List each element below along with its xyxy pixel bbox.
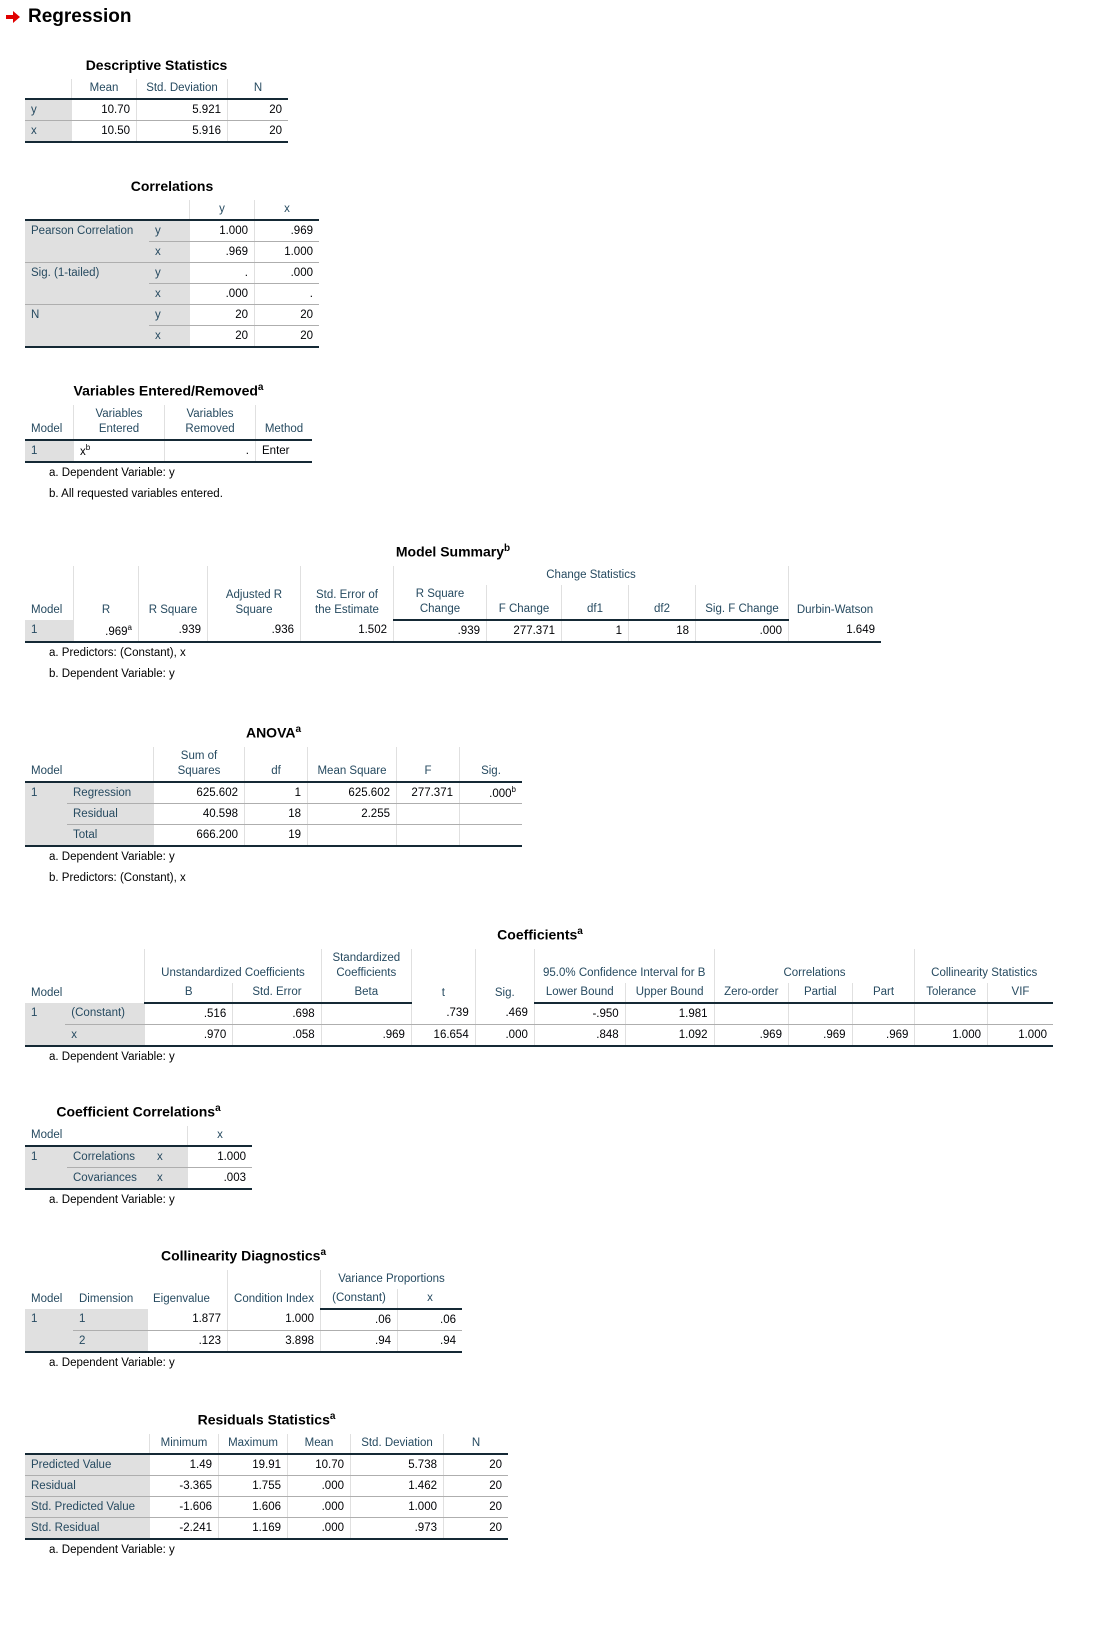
cell: $x^b$ bbox=[74, 440, 165, 462]
row-label: y bbox=[149, 220, 190, 242]
cell: .003 bbox=[188, 1167, 253, 1189]
cell: 1 bbox=[562, 620, 629, 642]
model-label: 1 bbox=[25, 1003, 65, 1025]
col-header: N bbox=[228, 79, 289, 99]
model-label: 1 bbox=[25, 1146, 67, 1168]
residuals-statistics-block bbox=[25, 1411, 508, 1561]
cell: 277.371 bbox=[397, 782, 460, 804]
table-title: ANOVA$^a$ bbox=[245, 724, 302, 741]
col-header: Model bbox=[31, 1292, 63, 1305]
col-header: Upper Bound bbox=[625, 983, 714, 1003]
cell: 5.916 bbox=[137, 121, 228, 143]
cell: 18 bbox=[245, 803, 308, 824]
table-row bbox=[25, 1003, 1053, 1025]
variables-entered-table bbox=[25, 405, 312, 463]
cell: . bbox=[255, 284, 320, 305]
row-group-label: Sig. (1-tailed) bbox=[25, 263, 149, 284]
col-header: Sig. bbox=[475, 949, 534, 1003]
row-label: 2 bbox=[73, 1330, 147, 1352]
cell: .000 bbox=[475, 1024, 534, 1046]
cell: 1.649 bbox=[789, 620, 882, 642]
cell: 20 bbox=[255, 326, 320, 348]
col-header: Model bbox=[25, 747, 154, 782]
variables-entered-block bbox=[25, 382, 312, 505]
table-row bbox=[25, 782, 522, 804]
table-row bbox=[25, 1330, 462, 1352]
col-header: Condition Index bbox=[228, 1270, 321, 1309]
col-header: R bbox=[74, 566, 139, 620]
cell: .973 bbox=[351, 1517, 444, 1539]
row-label: (Constant) bbox=[65, 1003, 144, 1025]
model-summary-block bbox=[25, 543, 881, 685]
table-row bbox=[25, 1146, 252, 1168]
cell: 18 bbox=[629, 620, 696, 642]
collinearity-diagnostics-table bbox=[25, 1270, 462, 1353]
row-label: 1 bbox=[73, 1309, 147, 1331]
table-row bbox=[25, 305, 319, 326]
table-row bbox=[25, 326, 319, 348]
col-header: Sum of Squares bbox=[154, 747, 245, 782]
group-header: Collinearity Statistics bbox=[915, 949, 1053, 983]
cell: 16.654 bbox=[411, 1024, 475, 1046]
group-header: Correlations bbox=[714, 949, 915, 983]
cell: 10.50 bbox=[72, 121, 137, 143]
cell: 1.49 bbox=[150, 1454, 219, 1476]
col-header: x bbox=[188, 1126, 253, 1146]
anova-table bbox=[25, 747, 522, 847]
cell: -3.365 bbox=[150, 1475, 219, 1496]
cell: .94 bbox=[321, 1330, 398, 1352]
group-header: 95.0% Confidence Interval for B bbox=[534, 949, 714, 983]
row-group-label bbox=[25, 284, 149, 305]
col-header: Model bbox=[31, 986, 63, 999]
col-header: VIF bbox=[987, 983, 1053, 1003]
cell: 20 bbox=[444, 1475, 509, 1496]
group-header: Unstandardized Coefficients bbox=[145, 949, 321, 983]
col-header: Variables Removed bbox=[165, 405, 256, 440]
cell bbox=[460, 824, 523, 846]
cell: . bbox=[190, 263, 255, 284]
cell: 5.738 bbox=[351, 1454, 444, 1476]
cell: .848 bbox=[534, 1024, 625, 1046]
descriptive-statistics-table bbox=[25, 79, 288, 143]
cell: .969 bbox=[255, 220, 320, 242]
table-row bbox=[25, 242, 319, 263]
col-header: (Constant) bbox=[321, 1289, 398, 1309]
col-header: Method bbox=[256, 405, 313, 440]
cell: 1.000 bbox=[255, 242, 320, 263]
cell: 1.877 bbox=[147, 1309, 228, 1331]
cell: .000 bbox=[288, 1475, 351, 1496]
row-label: Residual bbox=[67, 803, 154, 824]
model-label: 1 bbox=[25, 1309, 73, 1331]
cell bbox=[397, 824, 460, 846]
col-header: Part bbox=[852, 983, 915, 1003]
table-title: Residuals Statistics$^a$ bbox=[197, 1411, 336, 1428]
table-row bbox=[25, 620, 881, 642]
col-header: Model bbox=[25, 405, 74, 440]
row-label: Correlations bbox=[67, 1146, 151, 1168]
cell: 1.000 bbox=[915, 1024, 988, 1046]
cell bbox=[915, 1003, 988, 1025]
col-header: Std. Deviation bbox=[351, 1434, 444, 1454]
row-label: 1 bbox=[25, 620, 74, 642]
col-header: Std. Deviation bbox=[137, 79, 228, 99]
cell: 1 bbox=[245, 782, 308, 804]
table-row bbox=[25, 121, 288, 143]
row-label: x bbox=[149, 326, 190, 348]
cell: 1.169 bbox=[219, 1517, 288, 1539]
cell: .969 bbox=[714, 1024, 788, 1046]
col-header: Sig. F Change bbox=[696, 585, 789, 620]
cell: .000 bbox=[288, 1517, 351, 1539]
table-row bbox=[25, 803, 522, 824]
cell: .058 bbox=[233, 1024, 321, 1046]
table-row bbox=[25, 220, 319, 242]
cell: 1.000 bbox=[228, 1309, 321, 1331]
footnote: a. Dependent Variable: y bbox=[49, 1050, 175, 1063]
row-label: x bbox=[25, 121, 72, 143]
cell: .000 bbox=[288, 1496, 351, 1517]
table-row bbox=[25, 1454, 508, 1476]
col-header: Model bbox=[31, 603, 63, 616]
table-row bbox=[25, 440, 312, 462]
cell: 40.598 bbox=[154, 803, 245, 824]
cell: 1.000 bbox=[190, 220, 255, 242]
cell: 20 bbox=[255, 305, 320, 326]
cell: .469 bbox=[475, 1003, 534, 1025]
footnote: a. Dependent Variable: y bbox=[49, 466, 175, 479]
col-header: Sig. bbox=[460, 747, 523, 782]
correlations-table bbox=[25, 200, 319, 348]
row-group-label bbox=[25, 326, 149, 348]
row-group-label: N bbox=[25, 305, 149, 326]
cell: 1.755 bbox=[219, 1475, 288, 1496]
footnote: a. Dependent Variable: y bbox=[49, 1356, 175, 1369]
model-label: 1 bbox=[25, 782, 67, 804]
cell: 10.70 bbox=[288, 1454, 351, 1476]
col-header: Mean bbox=[72, 79, 137, 99]
footnote: a. Dependent Variable: y bbox=[49, 1543, 175, 1556]
row-label: x bbox=[149, 284, 190, 305]
col-header: N bbox=[444, 1434, 509, 1454]
cell: 20 bbox=[228, 121, 289, 143]
cell: 1.000 bbox=[987, 1024, 1053, 1046]
cell bbox=[321, 1003, 411, 1025]
cell: .698 bbox=[233, 1003, 321, 1025]
row-group-label bbox=[25, 242, 149, 263]
row-label: x bbox=[149, 242, 190, 263]
anova-block bbox=[25, 724, 522, 889]
footnote: a. Dependent Variable: y bbox=[49, 1193, 175, 1206]
cell: .939 bbox=[394, 620, 487, 642]
col-header: Maximum bbox=[219, 1434, 288, 1454]
cell: -2.241 bbox=[150, 1517, 219, 1539]
row-label: Residual bbox=[25, 1475, 150, 1496]
row-var: x bbox=[151, 1167, 188, 1189]
table-title: Coefficient Correlations$^a$ bbox=[56, 1103, 221, 1120]
cell: 1.000 bbox=[351, 1496, 444, 1517]
coefficient-correlations-table bbox=[25, 1126, 252, 1190]
group-header: Variance Proportions bbox=[321, 1270, 463, 1289]
cell: 625.602 bbox=[308, 782, 397, 804]
descriptive-statistics-block bbox=[25, 57, 288, 143]
cell: .123 bbox=[147, 1330, 228, 1352]
table-row bbox=[25, 263, 319, 284]
col-header: R Square bbox=[139, 566, 208, 620]
row-label: y bbox=[149, 305, 190, 326]
row-label: Regression bbox=[67, 782, 154, 804]
col-header: F Change bbox=[487, 585, 562, 620]
cell: .969 bbox=[321, 1024, 411, 1046]
col-header: Partial bbox=[788, 983, 852, 1003]
col-header: x bbox=[398, 1289, 463, 1309]
cell: .969$^a$ bbox=[74, 620, 139, 642]
cell: 5.921 bbox=[137, 99, 228, 121]
cell: 1.000 bbox=[188, 1146, 253, 1168]
cell: .969 bbox=[788, 1024, 852, 1046]
col-header: df bbox=[245, 747, 308, 782]
col-header: Std. Error bbox=[233, 983, 321, 1003]
model-summary-table bbox=[25, 566, 881, 643]
cell bbox=[714, 1003, 788, 1025]
page-title-text: Regression bbox=[28, 6, 132, 27]
cell: .000 bbox=[696, 620, 789, 642]
cell: 20 bbox=[228, 99, 289, 121]
table-title: Variables Entered/Removed$^a$ bbox=[73, 382, 264, 399]
table-title: Collinearity Diagnostics$^a$ bbox=[160, 1247, 327, 1264]
col-header: t bbox=[411, 949, 475, 1003]
row-label: x bbox=[65, 1024, 144, 1046]
table-row bbox=[25, 1496, 508, 1517]
col-header: Adjusted R Square bbox=[208, 566, 301, 620]
group-header: Change Statistics bbox=[394, 566, 789, 585]
cell: 1.502 bbox=[301, 620, 394, 642]
cell: 20 bbox=[444, 1454, 509, 1476]
table-title: Model Summary$^b$ bbox=[395, 543, 511, 560]
group-header: Standardized Coefficients bbox=[321, 949, 411, 983]
cell: -.950 bbox=[534, 1003, 625, 1025]
footnote: a. Dependent Variable: y bbox=[49, 850, 175, 863]
cell: 625.602 bbox=[154, 782, 245, 804]
coefficients-table bbox=[25, 949, 1053, 1047]
cell: 19 bbox=[245, 824, 308, 846]
col-header: Durbin-Watson bbox=[789, 566, 882, 620]
cell: -1.606 bbox=[150, 1496, 219, 1517]
cell: .06 bbox=[398, 1309, 463, 1331]
table-title: Descriptive Statistics bbox=[85, 57, 228, 73]
row-var: x bbox=[151, 1146, 188, 1168]
table-row bbox=[25, 824, 522, 846]
col-header: x bbox=[255, 200, 320, 220]
residuals-statistics-table bbox=[25, 1434, 508, 1540]
footnote: b. All requested variables entered. bbox=[49, 487, 223, 500]
row-label: Covariances bbox=[67, 1167, 151, 1189]
col-header: Lower Bound bbox=[534, 983, 625, 1003]
cell: 1.606 bbox=[219, 1496, 288, 1517]
col-header: Tolerance bbox=[915, 983, 988, 1003]
col-header: Mean Square bbox=[308, 747, 397, 782]
col-header: df2 bbox=[629, 585, 696, 620]
table-row bbox=[25, 1309, 462, 1331]
cell bbox=[987, 1003, 1053, 1025]
table-row bbox=[25, 99, 288, 121]
footnote: b. Dependent Variable: y bbox=[49, 667, 175, 680]
cell: 2.255 bbox=[308, 803, 397, 824]
cell: .516 bbox=[145, 1003, 233, 1025]
row-label: 1 bbox=[25, 440, 74, 462]
cell bbox=[308, 824, 397, 846]
cell: .970 bbox=[145, 1024, 233, 1046]
table-row bbox=[25, 1475, 508, 1496]
cell: 10.70 bbox=[72, 99, 137, 121]
table-title: Correlations bbox=[130, 178, 214, 194]
cell: .94 bbox=[398, 1330, 463, 1352]
cell: 1.462 bbox=[351, 1475, 444, 1496]
cell: 20 bbox=[444, 1517, 509, 1539]
table-row bbox=[25, 1167, 252, 1189]
row-label: Std. Predicted Value bbox=[25, 1496, 150, 1517]
cell: .06 bbox=[321, 1309, 398, 1331]
cell: .739 bbox=[411, 1003, 475, 1025]
col-header: Eigenvalue bbox=[153, 1292, 210, 1305]
col-header: B bbox=[145, 983, 233, 1003]
cell: 1.981 bbox=[625, 1003, 714, 1025]
cell: .000 bbox=[255, 263, 320, 284]
page-title bbox=[6, 6, 131, 28]
table-title: Coefficients$^a$ bbox=[497, 926, 583, 943]
cell: 19.91 bbox=[219, 1454, 288, 1476]
col-header: Variables Entered bbox=[74, 405, 165, 440]
col-header: Beta bbox=[321, 983, 411, 1003]
cell: .936 bbox=[208, 620, 301, 642]
row-label: y bbox=[25, 99, 72, 121]
row-group-label: Pearson Correlation bbox=[25, 220, 149, 242]
table-row bbox=[25, 284, 319, 305]
cell: .000$^b$ bbox=[460, 782, 523, 804]
cell: 3.898 bbox=[228, 1330, 321, 1352]
cell: . bbox=[165, 440, 256, 462]
row-label: Total bbox=[67, 824, 154, 846]
cell: .969 bbox=[190, 242, 255, 263]
footnote: b. Predictors: (Constant), x bbox=[49, 871, 186, 884]
col-header: df1 bbox=[562, 585, 629, 620]
col-header: Minimum bbox=[150, 1434, 219, 1454]
cell: 20 bbox=[444, 1496, 509, 1517]
row-label: Predicted Value bbox=[25, 1454, 150, 1476]
table-row bbox=[25, 1517, 508, 1539]
cell: .000 bbox=[190, 284, 255, 305]
row-label: Std. Residual bbox=[25, 1517, 150, 1539]
collinearity-diagnostics-block bbox=[25, 1247, 462, 1374]
col-header: Std. Error of the Estimate bbox=[301, 566, 394, 620]
col-header: Mean bbox=[288, 1434, 351, 1454]
cell bbox=[788, 1003, 852, 1025]
cell bbox=[397, 803, 460, 824]
cell bbox=[460, 803, 523, 824]
col-header: Model bbox=[25, 1126, 188, 1146]
cell: .939 bbox=[139, 620, 208, 642]
col-header: F bbox=[397, 747, 460, 782]
cell: 277.371 bbox=[487, 620, 562, 642]
row-label: y bbox=[149, 263, 190, 284]
cell: 1.092 bbox=[625, 1024, 714, 1046]
coefficient-correlations-block bbox=[25, 1103, 252, 1211]
arrow-right-icon bbox=[6, 11, 20, 23]
cell: 666.200 bbox=[154, 824, 245, 846]
col-header: R Square Change bbox=[394, 585, 487, 620]
col-header: Zero-order bbox=[714, 983, 788, 1003]
correlations-block bbox=[25, 178, 319, 348]
cell: Enter bbox=[256, 440, 313, 462]
table-row bbox=[25, 1024, 1053, 1046]
cell: 20 bbox=[190, 305, 255, 326]
col-header: y bbox=[190, 200, 255, 220]
col-header: Dimension bbox=[79, 1292, 134, 1305]
footnote: a. Predictors: (Constant), x bbox=[49, 646, 186, 659]
cell: 20 bbox=[190, 326, 255, 348]
coefficients-block bbox=[25, 926, 1055, 1068]
cell bbox=[852, 1003, 915, 1025]
cell: .969 bbox=[852, 1024, 915, 1046]
